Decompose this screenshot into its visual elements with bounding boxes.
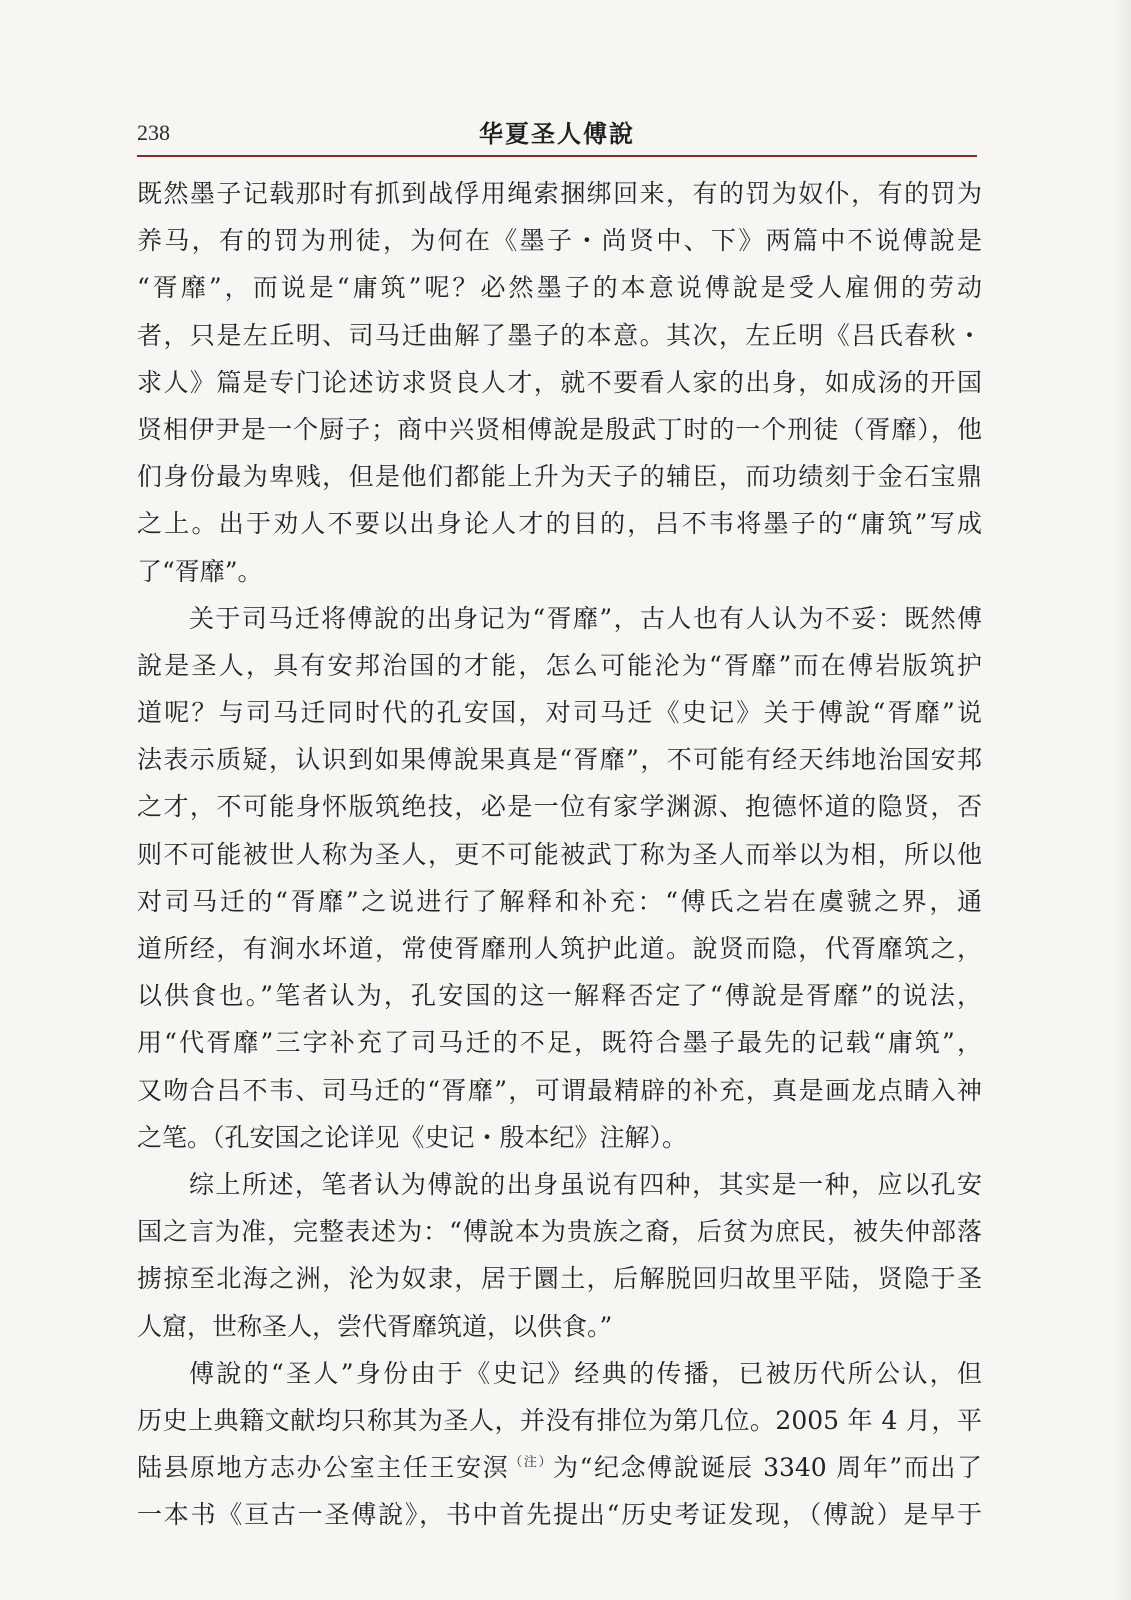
text-line: 求人》篇是专门论述访求贤良人才，就不要看人家的出身，如成汤的开国 <box>137 367 982 397</box>
text-line: 们身份最为卑贱，但是他们都能上升为天子的辅臣，而功绩刻于金石宝鼎 <box>137 462 982 492</box>
footnote-marker: （注） <box>509 1455 554 1471</box>
text-line: 了“胥靡”。 <box>137 556 263 586</box>
text-line: 之才，不可能身怀版筑绝技，必是一位有家学渊源、抱德怀道的隐贤，否 <box>137 792 982 822</box>
page-edge-shadow <box>1113 0 1131 1600</box>
paragraph-start-line: 关于司马迁将傅說的出身记为“胥靡”，古人也有人认为不妥：既然傅 <box>189 603 982 633</box>
text-line: 法表示质疑，认识到如果傅說果真是“胥靡”，不可能有经天纬地治国安邦 <box>137 745 982 775</box>
text-line: 对司马迁的“胥靡”之说进行了解释和补充：“傅氏之岩在虞虢之界，通 <box>137 886 982 916</box>
text-line-with-footnote <box>137 1444 982 1491</box>
text-line: 以供食也。”笔者认为，孔安国的这一解释否定了“傅說是胥靡”的说法， <box>137 981 982 1011</box>
text-line: 道呢？与司马迁同时代的孔安国，对司马迁《史记》关于傅說“胥靡”说 <box>137 698 982 728</box>
text-line: 养马，有的罚为刑徒，为何在《墨子・尚贤中、下》两篇中不说傅說是 <box>137 226 982 256</box>
text-line: 之笔。（孔安国之论详见《史记・殷本纪》注解）。 <box>137 1122 688 1152</box>
text-line: 贤相伊尹是一个厨子；商中兴贤相傅說是殷武丁时的一个刑徒（胥靡），他 <box>137 414 982 444</box>
body-text <box>137 170 982 1538</box>
page-number: 238 <box>137 120 170 145</box>
text-line: 用“代胥靡”三字补充了司马迁的不足，既符合墨子最先的记载“庸筑”， <box>137 1028 982 1058</box>
paragraph-start-line: 傅說的“圣人”身份由于《史记》经典的传播，已被历代所公认，但 <box>189 1358 982 1388</box>
text-line: 历史上典籍文献均只称其为圣人，并没有排位为第几位。2005 年 4 月，平 <box>137 1405 982 1435</box>
running-title: 华夏圣人傅說 <box>479 120 635 148</box>
text-line: 說是圣人，具有安邦治国的才能，怎么可能沦为“胥靡”而在傅岩版筑护 <box>137 650 982 680</box>
header-divider <box>137 155 977 157</box>
text-line: 道所经，有涧水坏道，常使胥靡刑人筑护此道。說贤而隐，代胥靡筑之， <box>137 934 982 963</box>
paragraph-start-line: 综上所述，笔者认为傅說的出身虽说有四种，其实是一种，应以孔安 <box>189 1169 982 1199</box>
page-header <box>137 112 977 160</box>
text-line: 又吻合吕不韦、司马迁的“胥靡”，可谓最精辟的补充，真是画龙点睛入神 <box>137 1075 982 1105</box>
text-line: 之上。出于劝人不要以出身论人才的目的，吕不韦将墨子的“庸筑”写成 <box>137 509 982 539</box>
text-line: “胥靡”，而说是“庸筑”呢？必然墨子的本意说傅說是受人雇佣的劳动 <box>137 273 982 303</box>
text-line: 则不可能被世人称为圣人，更不可能被武丁称为圣人而举以为相，所以他 <box>137 839 982 869</box>
text-line: 既然墨子记载那时有抓到战俘用绳索捆绑回来，有的罚为奴仆，有的罚为 <box>137 179 982 208</box>
text-line: 一本书《亘古一圣傅說》，书中首先提出“历史考证发现，（傅說）是早于 <box>137 1500 982 1530</box>
text-line: 国之言为准，完整表述为：“傅說本为贵族之裔，后贫为庶民，被失仲部落 <box>137 1217 982 1247</box>
text-line: 者，只是左丘明、司马迁曲解了墨子的本意。其次，左丘明《吕氏春秋・ <box>137 320 982 350</box>
text-span: 陆县原地方志办公室主任王安溟 <box>137 1453 510 1483</box>
text-line: 掳掠至北海之洲，沦为奴隶，居于圜土，后解脱回归故里平陆，贤隐于圣 <box>137 1264 982 1294</box>
text-line: 人窟，世称圣人，尝代胥靡筑道，以供食。” <box>137 1311 613 1341</box>
text-span: 为“纪念傅說诞辰 3340 周年”而出了 <box>553 1453 982 1483</box>
